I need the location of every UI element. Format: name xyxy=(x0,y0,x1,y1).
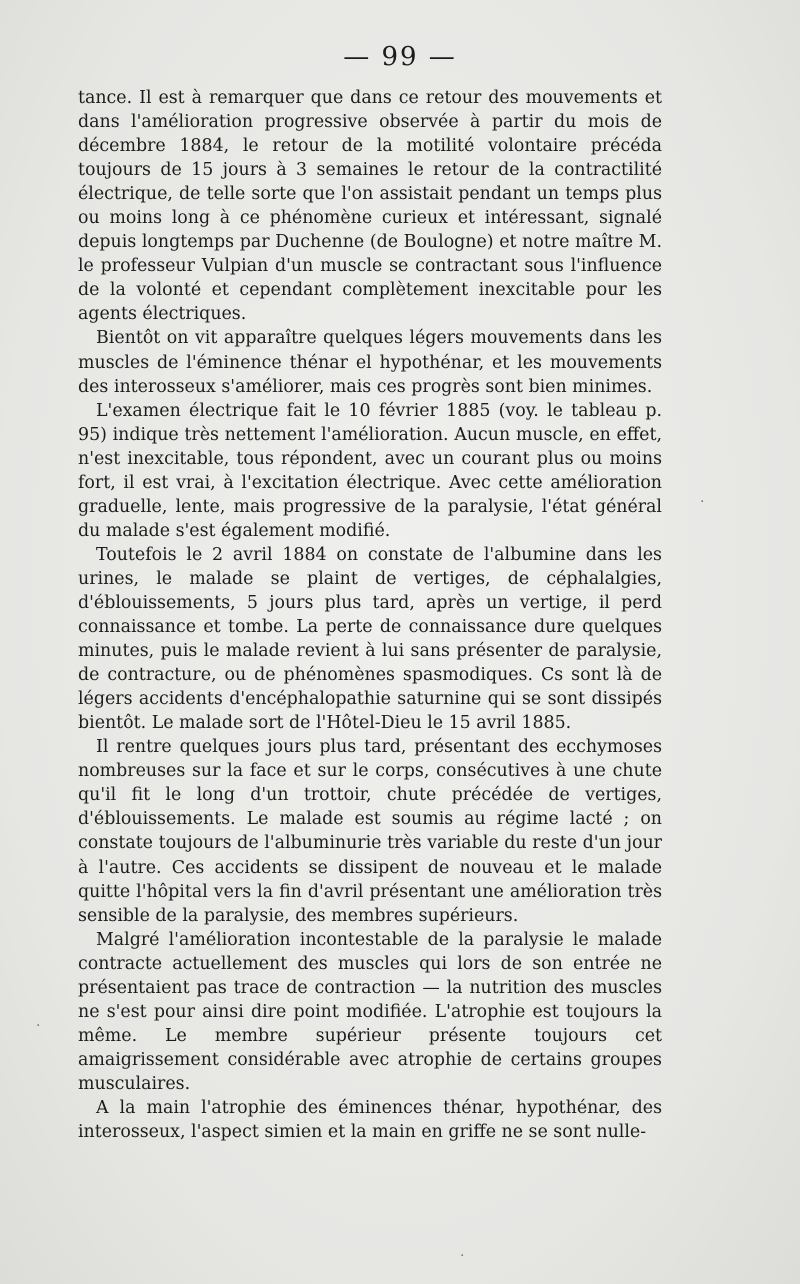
paragraph: A la main l'atrophie des éminences thénar, hypothénar, des interosseux, l'aspect simien et la main en griffe ne se sont nulle- xyxy=(78,1097,662,1143)
paragraph: tance. Il est à remarquer que dans ce retour des mouvements et dans l'amélioration progressive observée à partir du mois de décembre 1884, le retour de la motilité volontaire précéda toujours de 15 jours à 3 semaines le retour de la contractilité électrique, de telle sorte que l'on assistait pendant un temps plus ou moins long à ce phénomène curieux et intéressant, signalé depuis longtemps par Duchenne (de Boulogne) et notre maître M. le professeur Vulpian d'un muscle se contractant sous l'influence de la volonté et cependant complètement inexcitable pour les agents électriques. xyxy=(78,88,662,325)
body-text xyxy=(78,86,662,1144)
paragraph: Il rentre quelques jours plus tard, présentant des ecchymoses nombreuses sur la face et sur le corps, consécutives à une chute qu'il fit le long d'un trottoir, chute précédée de vertiges, d'éblouissements. Le malade est soumis au régime lacté ; on constate toujours de l'albuminurie très variable du reste d'un jour à l'autre. Ces accidents se dissipent de nouveau et le malade quitte l'hôpital vers la fin d'avril présentant une amélioration très sensible de la paralysie, des membres supérieurs. xyxy=(78,737,662,926)
margin-mark: · xyxy=(36,1018,41,1034)
paragraph: Toutefois le 2 avril 1884 on constate de l'albumine dans les urines, le malade se plaint de vertiges, de céphalalgies, d'éblouissements, 5 jours plus tard, après un vertige, il perd connaissance et tombe. La perte de connaissance dure quelques minutes, puis le malade revient à lui sans présenter de paralysie, de contracture, ou de phénomènes spasmodiques. Cs sont là de légers accidents d'encéphalopathie saturnine qui se sont dissipés bientôt. Le malade sort de l'Hôtel-Dieu le 15 avril 1885. xyxy=(78,544,662,734)
margin-mark: · xyxy=(700,494,705,510)
paragraph: Bientôt on vit apparaître quelques légers mouvements dans les muscles de l'éminence thénar el hypothénar, et les mouvements des interosseux s'améliorer, mais ces progrès sont bien minimes. xyxy=(78,328,662,397)
page-number: — 99 — xyxy=(343,42,457,72)
margin-mark: · xyxy=(460,1248,465,1264)
paragraph: L'examen électrique fait le 10 février 1885 (voy. le tableau p. 95) indique très nettement l'amélioration. Aucun muscle, en effet, n'est inexcitable, tous répondent, avec un courant plus ou moins fort, il est vrai, à l'excitation électrique. Avec cette amélioration graduelle, lente, mais progressive de la paralysie, l'état général du malade s'est également modifié. xyxy=(78,400,662,541)
paragraph: Malgré l'amélioration incontestable de la paralysie le malade contracte actuellement des muscles qui lors de son entrée ne présentaient pas trace de contraction — la nutrition des muscles ne s'est pour ainsi dire point modifiée. L'atrophie est toujours la même. Le membre supérieur présente toujours cet amaigrissement considérable avec atrophie de certains groupes musculaires. xyxy=(78,929,662,1094)
